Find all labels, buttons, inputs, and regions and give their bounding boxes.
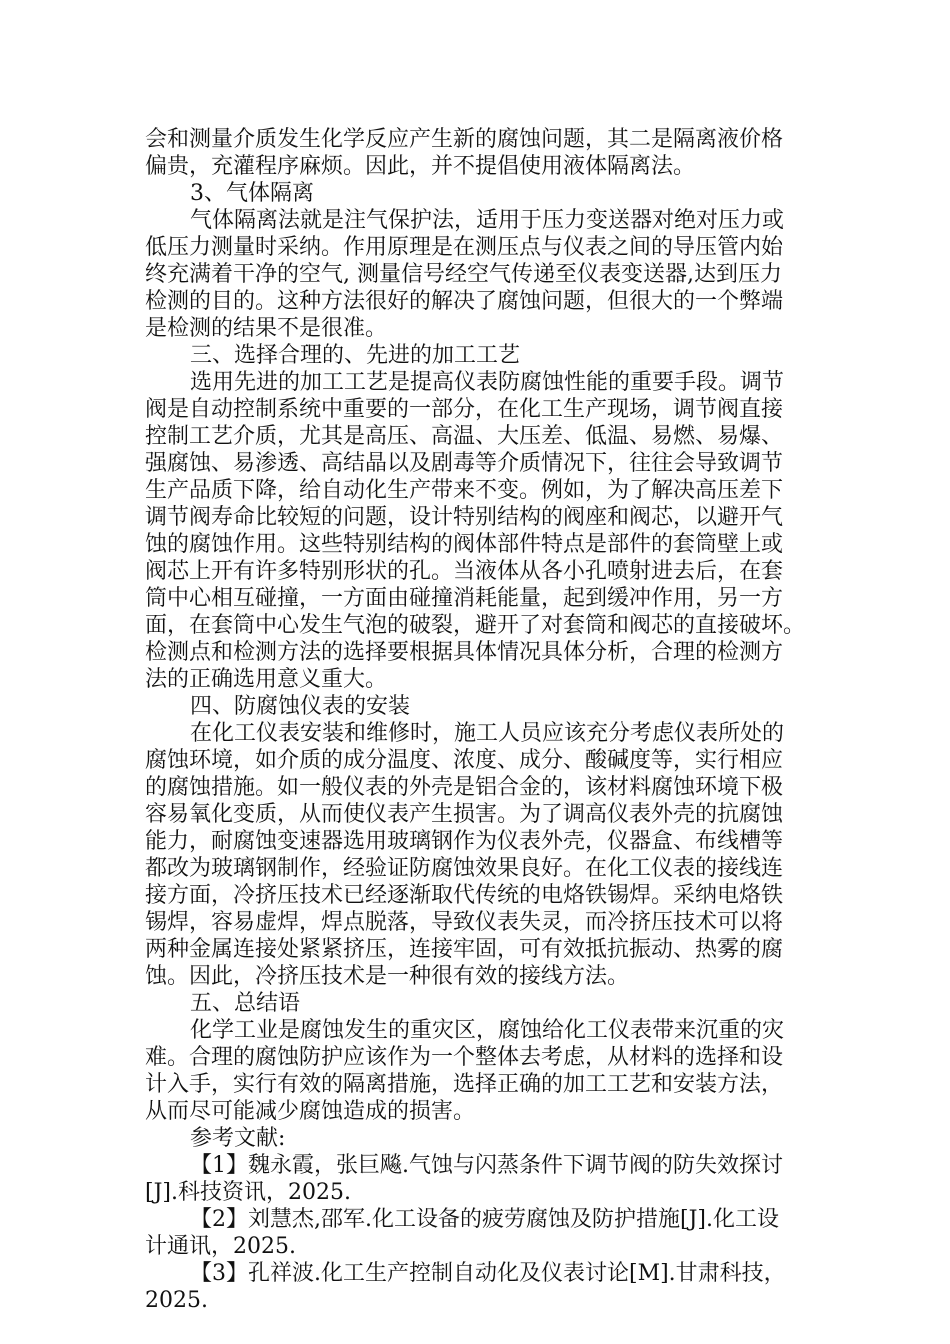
- text-line: 化学工业是腐蚀发生的重灾区，腐蚀给化工仪表带来沉重的灾: [190, 1018, 785, 1043]
- text-line: 控制工艺介质，尤其是高压、高温、大压差、低温、易燃、易爆、: [145, 424, 784, 449]
- text-line: 检测点和检测方法的选择要根据具体情况具体分析，合理的检测方: [145, 640, 784, 665]
- reference-item: 【3】孔祥波.化工生产控制自动化及仪表讨论[M].甘肃科技，: [190, 1261, 786, 1286]
- text-line: 阀芯上开有许多特别形状的孔。当液体从各小孔喷射进去后，在套: [145, 559, 784, 584]
- text-line: 低压力测量时采纳。作用原理是在测压点与仪表之间的导压管内始: [145, 235, 784, 260]
- reference-item: 计通讯，2025.: [145, 1234, 296, 1259]
- text-line: 的腐蚀措施。如一般仪表的外壳是铝合金的，该材料腐蚀环境下极: [145, 775, 784, 800]
- text-line: 法的正确选用意义重大。: [145, 667, 388, 692]
- text-line: 偏贵，充灌程序麻烦。因此，并不提倡使用液体隔离法。: [145, 154, 696, 179]
- text-line: 面，在套筒中心发生气泡的破裂，避开了对套筒和阀芯的直接破坏。: [145, 613, 806, 638]
- text-line: 终充满着干净的空气, 测量信号经空气传递至仪表变送器,达到压力: [145, 262, 782, 287]
- text-line: 调节阀寿命比较短的问题，设计特别结构的阀座和阀芯，以避开气: [145, 505, 784, 530]
- reference-item: 【2】刘慧杰,邵军.化工设备的疲劳腐蚀及防护措施[J].化工设: [190, 1207, 779, 1232]
- text-line: 腐蚀环境，如介质的成分温度、浓度、成分、酸碱度等，实行相应: [145, 748, 784, 773]
- text-line: 检测的目的。这种方法很好的解决了腐蚀问题，但很大的一个弊端: [145, 289, 784, 314]
- text-line: 在化工仪表安装和维修时，施工人员应该充分考虑仪表所处的: [190, 721, 785, 746]
- text-line: 气体隔离法就是注气保护法，适用于压力变送器对绝对压力或: [190, 208, 785, 233]
- text-line: 生产品质下降，给自动化生产带来不变。例如，为了解决高压差下: [145, 478, 784, 503]
- text-line: 计入手，实行有效的隔离措施，选择正确的加工工艺和安装方法，: [145, 1072, 784, 1097]
- text-line: 难。合理的腐蚀防护应该作为一个整体去考虑，从材料的选择和设: [145, 1045, 784, 1070]
- text-line: 是检测的结果不是很准。: [145, 316, 388, 341]
- text-line: 都改为玻璃钢制作，经验证防腐蚀效果良好。在化工仪表的接线连: [145, 856, 784, 881]
- text-line: 从而尽可能减少腐蚀造成的损害。: [145, 1099, 476, 1124]
- text-line: 会和测量介质发生化学反应产生新的腐蚀问题，其二是隔离液价格: [145, 127, 784, 152]
- text-line: 接方面，冷挤压技术已经逐渐取代传统的电烙铁锡焊。采纳电烙铁: [145, 883, 784, 908]
- text-line: 容易氧化变质，从而使仪表产生损害。为了调高仪表外壳的抗腐蚀: [145, 802, 784, 827]
- section-heading: 3、气体隔离: [190, 181, 314, 206]
- section-heading: 五、总结语: [190, 991, 301, 1016]
- text-line: 强腐蚀、易渗透、高结晶以及剧毒等介质情况下，往往会导致调节: [145, 451, 784, 476]
- text-line: 锡焊，容易虚焊，焊点脱落，导致仪表失灵，而冷挤压技术可以将: [145, 910, 784, 935]
- references-heading: 参考文献:: [190, 1126, 286, 1151]
- text-line: 蚀的腐蚀作用。这些特别结构的阀体部件特点是部件的套筒壁上或: [145, 532, 784, 557]
- text-line: 筒中心相互碰撞，一方面由碰撞消耗能量，起到缓冲作用，另一方: [145, 586, 784, 611]
- text-line: 阀是自动控制系统中重要的一部分，在化工生产现场，调节阀直接: [145, 397, 784, 422]
- reference-item: [J].科技资讯，2025.: [145, 1180, 351, 1205]
- reference-item: 【1】魏永霞，张巨飚.气蚀与闪蒸条件下调节阀的防失效探讨: [190, 1153, 783, 1178]
- text-line: 能力，耐腐蚀变速器选用玻璃钢作为仪表外壳，仪器盒、布线槽等: [145, 829, 784, 854]
- text-line: 两种金属连接处紧紧挤压，连接牢固，可有效抵抗振动、热雾的腐: [145, 937, 784, 962]
- text-line: 蚀。因此，冷挤压技术是一种很有效的接线方法。: [145, 964, 630, 989]
- section-heading: 三、选择合理的、先进的加工工艺: [190, 343, 521, 368]
- reference-item: 2025.: [145, 1288, 208, 1313]
- text-line: 选用先进的加工工艺是提高仪表防腐蚀性能的重要手段。调节: [190, 370, 785, 395]
- section-heading: 四、防腐蚀仪表的安装: [190, 694, 411, 719]
